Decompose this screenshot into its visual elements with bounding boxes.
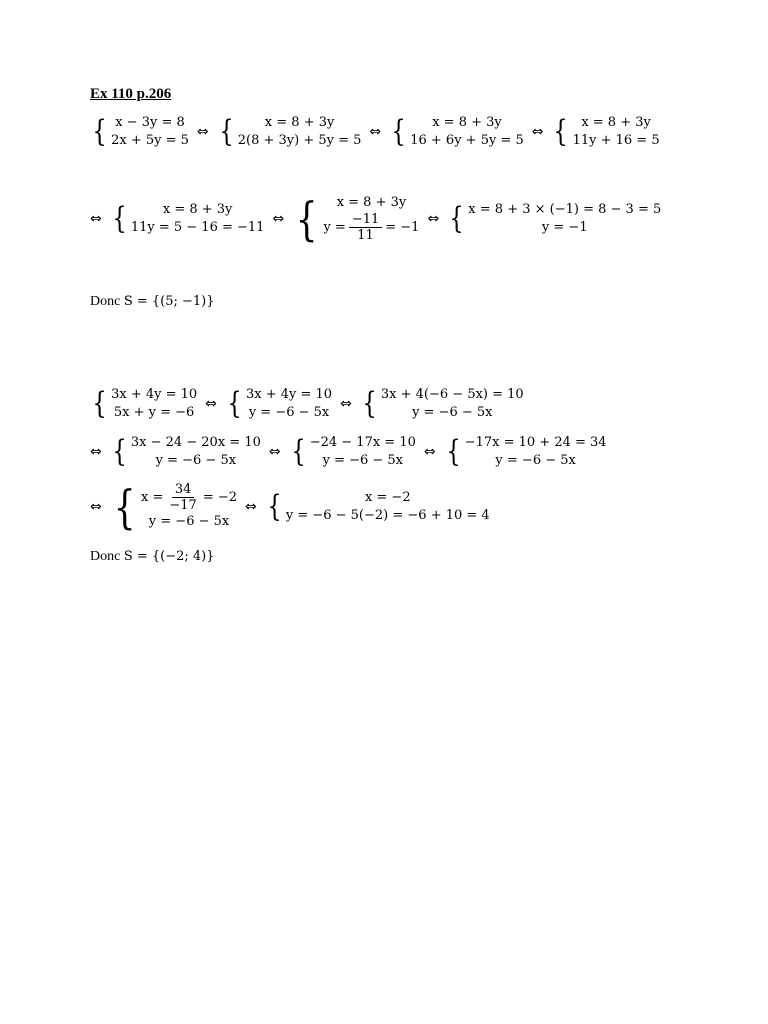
equation: y = −6 − 5x	[412, 405, 493, 420]
system	[110, 201, 265, 237]
brace-icon: {	[92, 114, 107, 149]
x-label: x =	[141, 489, 164, 505]
brace-icon: {	[290, 434, 306, 469]
system	[217, 114, 362, 150]
brace-icon: {	[219, 114, 234, 149]
equation: y = −1	[541, 219, 588, 235]
system	[444, 434, 607, 470]
brace-icon: {	[113, 479, 136, 534]
y-label: y =	[323, 219, 346, 235]
brace-icon: {	[295, 191, 318, 246]
fraction-numerator: −11	[349, 212, 382, 228]
equation: 2x + 5y = 5	[111, 133, 189, 148]
equation: x = 8 + 3y	[581, 115, 651, 130]
equivalence-symbol: ⇔	[427, 210, 440, 227]
equation: x = 8 + 3y	[162, 201, 233, 217]
equation: 5x + y = −6	[113, 405, 195, 420]
brace-icon: {	[112, 200, 127, 236]
system	[110, 479, 238, 534]
equivalence-symbol: ⇔	[245, 498, 257, 515]
equation: x − 3y = 8	[115, 115, 185, 130]
fraction	[349, 212, 382, 243]
brace-icon: {	[391, 114, 406, 149]
equation: 3x + 4y = 10	[246, 387, 333, 402]
brace-icon: {	[362, 386, 377, 421]
system	[292, 191, 420, 246]
equation	[141, 482, 237, 513]
equation: y = −6 − 5x	[248, 405, 330, 420]
system	[389, 114, 524, 150]
equivalence-symbol: ⇔	[272, 210, 285, 227]
equation	[323, 212, 419, 243]
system	[225, 386, 332, 422]
equation: y = −6 − 5x	[155, 453, 237, 468]
equation: 16 + 6y + 5y = 5	[410, 133, 524, 148]
equivalence-symbol: ⇔	[423, 444, 436, 460]
brace-icon: {	[112, 434, 127, 469]
fraction-denominator: 11	[357, 228, 374, 243]
ex2-row-3	[90, 479, 490, 534]
equation: x = 8 + 3y	[336, 195, 407, 210]
brace-icon: {	[449, 200, 464, 236]
equivalence-symbol: ⇔	[196, 124, 209, 140]
equation: 2(8 + 3y) + 5y = 5	[237, 133, 362, 148]
brace-icon: {	[92, 386, 107, 421]
equation: 3x + 4y = 10	[111, 387, 198, 402]
ex2-row-2	[90, 434, 607, 470]
ex2-row-1	[90, 386, 524, 422]
equation: x = 8 + 3y	[264, 115, 335, 130]
solution-line-1	[90, 294, 215, 310]
equation: y = −6 − 5(−2) = −6 + 10 = 4	[285, 507, 490, 523]
system	[289, 434, 416, 470]
solution-set: S = {(−2; 4)}	[123, 549, 215, 564]
solution-set: S = {(5; −1)}	[123, 294, 215, 309]
system	[360, 386, 524, 422]
equation: 11y = 5 − 16 = −11	[130, 219, 265, 235]
system	[90, 386, 197, 422]
equivalence-symbol: ⇔	[205, 396, 217, 412]
equivalence-symbol: ⇔	[90, 498, 102, 515]
system	[447, 201, 661, 237]
equation: 11y + 16 = 5	[572, 133, 660, 148]
equivalence-symbol: ⇔	[90, 444, 102, 460]
equation: −17x = 10 + 24 = 34	[464, 435, 607, 450]
equivalence-symbol: ⇔	[340, 396, 352, 412]
fraction-denominator: −17	[169, 498, 197, 513]
equation: −24 − 17x = 10	[309, 435, 416, 450]
equivalence-symbol: ⇔	[531, 124, 544, 140]
ex1-row-1	[90, 114, 660, 150]
solution-line-2	[90, 549, 215, 565]
equation: x = 8 + 3 × (−1) = 8 − 3 = 5	[468, 201, 662, 217]
equation: y = −6 − 5x	[148, 514, 230, 529]
system	[265, 489, 490, 525]
equation: x = −2	[364, 489, 411, 505]
equation-tail: = −1	[385, 219, 420, 235]
equivalence-symbol: ⇔	[90, 210, 102, 227]
donc-word: Donc	[90, 549, 121, 564]
equation: y = −6 − 5x	[495, 453, 576, 468]
system	[551, 114, 659, 150]
equation: 3x + 4(−6 − 5x) = 10	[380, 387, 524, 402]
system	[110, 434, 261, 470]
equivalence-symbol: ⇔	[268, 444, 281, 460]
equation: 3x − 24 − 20x = 10	[130, 435, 261, 450]
fraction-numerator: 34	[172, 482, 195, 498]
brace-icon: {	[267, 488, 282, 524]
equation: y = −6 − 5x	[322, 453, 403, 468]
equation-tail: = −2	[202, 489, 238, 505]
brace-icon: {	[227, 386, 242, 421]
equation: x = 8 + 3y	[432, 115, 502, 130]
donc-word: Donc	[90, 294, 121, 309]
system	[90, 114, 189, 150]
brace-icon: {	[445, 434, 461, 469]
equivalence-symbol: ⇔	[369, 124, 382, 140]
exercise-title: Ex 110 p.206	[90, 86, 172, 102]
ex1-row-2	[90, 191, 662, 246]
fraction	[166, 482, 199, 513]
brace-icon: {	[553, 114, 569, 149]
